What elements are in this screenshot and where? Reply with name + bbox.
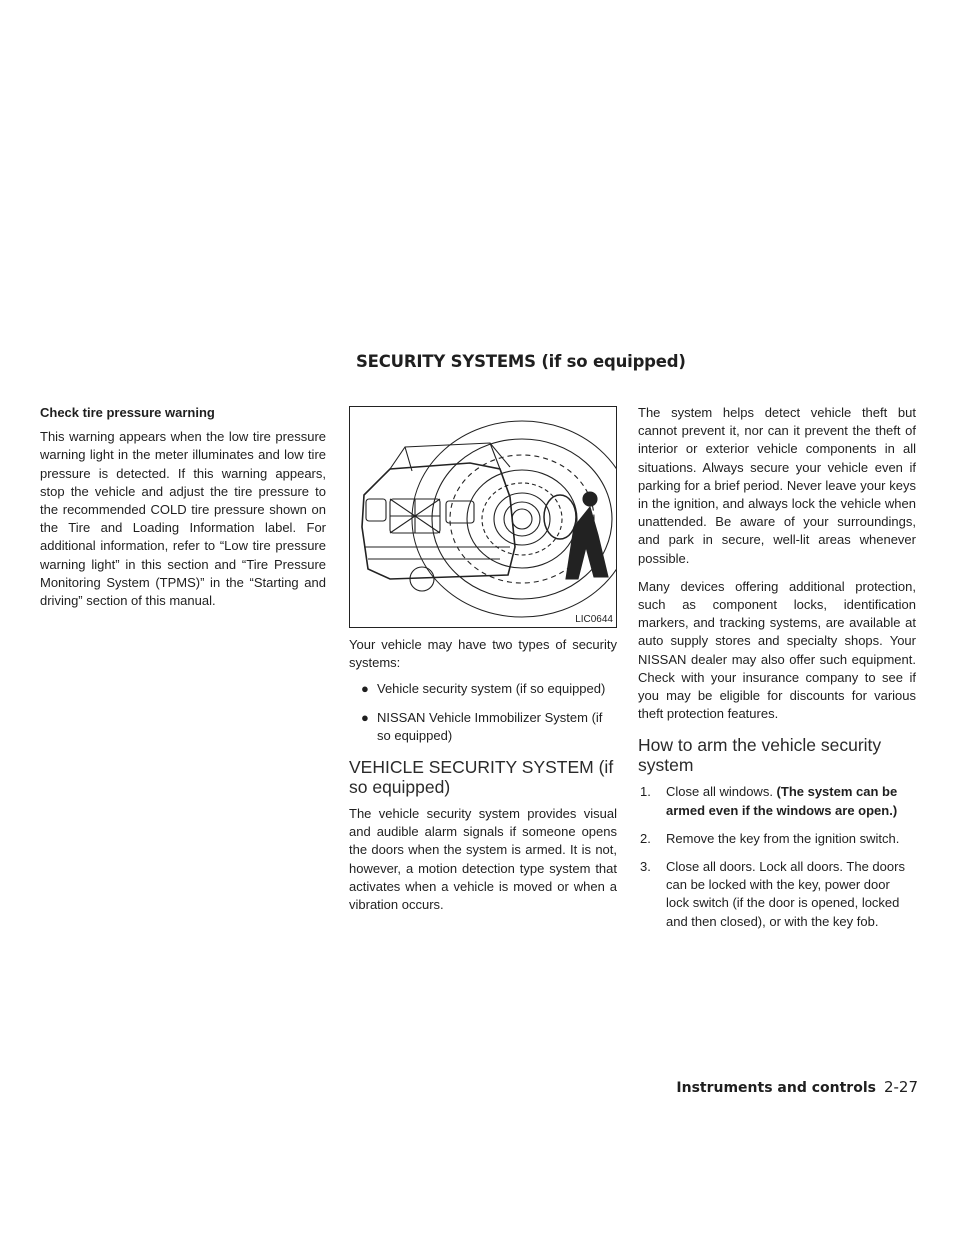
bullet-icon: ● <box>361 709 369 725</box>
vehicle-security-heading: VEHICLE SECURITY SYSTEM (if so equipped) <box>349 757 614 798</box>
page-footer <box>676 1078 918 1096</box>
arm-system-heading: How to arm the vehicle security system <box>638 735 882 776</box>
section-title: SECURITY SYSTEMS (if so equipped) <box>356 352 686 371</box>
step-item: 2. Remove the key from the ignition switch. <box>640 830 900 846</box>
vehicle-security-illustration <box>349 406 617 628</box>
bullet-item: ● Vehicle security system (if so equipped) <box>349 680 617 698</box>
step-item: 1. Close all windows. (The system can be armed even if the windows are open.) <box>640 784 898 818</box>
security-intro: Your vehicle may have two types of security systems: <box>349 637 617 671</box>
vehicle-security-paragraph: The vehicle security system provides visual and audible alarm signals if someone opens the doors when the system is armed. It is not, however, a motion detection type system that activates when a vehicle is moved or when a vibration occurs. <box>349 806 617 913</box>
footer-section: Instruments and controls <box>676 1080 876 1096</box>
bullet-item: ● NISSAN Vehicle Immobilizer System (if so equipped) <box>361 709 603 743</box>
column-2 <box>349 636 617 924</box>
column-1 <box>40 404 326 620</box>
truck-alarm-illustration <box>350 407 616 627</box>
tire-warning-paragraph: This warning appears when the low tire pressure warning light in the meter illuminates and low tire pressure is detected. If this warning appears, stop the vehicle and adjust the tire pressure to the recommended COLD tire pressure shown on the Tire and Loading Information label. For additional information, refer to “Low tire pressure warning light” in this section and “Tire Pressure Monitoring System (TPMS)” in the “Starting and driving” section of this manual. <box>40 429 326 609</box>
bullet-icon: ● <box>361 681 369 697</box>
devices-paragraph: Many devices offering additional protection, such as component locks, identification markers, and tracking systems, are available at auto supply stores and specialty shops. Your NISSAN dealer may also offer such equipment. Check with your insurance company to see if you may be eligible for discounts for various theft protection features. <box>638 578 916 722</box>
tire-warning-heading: Check tire pressure warning <box>40 405 215 420</box>
column-3 <box>638 404 916 941</box>
figure-label: LIC0644 <box>575 614 613 625</box>
theft-paragraph: The system helps detect vehicle theft but cannot prevent it, nor can it prevent the theft of interior or exterior vehicle components in all situations. Always secure your vehicle even if parking for a brief period. Never leave your keys in the ignition, and always lock the vehicle when unattended. Be aware of your surroundings, and park in secure, well-lit areas whenever possible. <box>638 405 916 566</box>
step-item: 3. Close all doors. Lock all doors. The doors can be locked with the key, power door lock switch (if the door is opened, locked and then closed), or with the key fob. <box>640 859 905 929</box>
page-number: 2-27 <box>883 1078 918 1096</box>
